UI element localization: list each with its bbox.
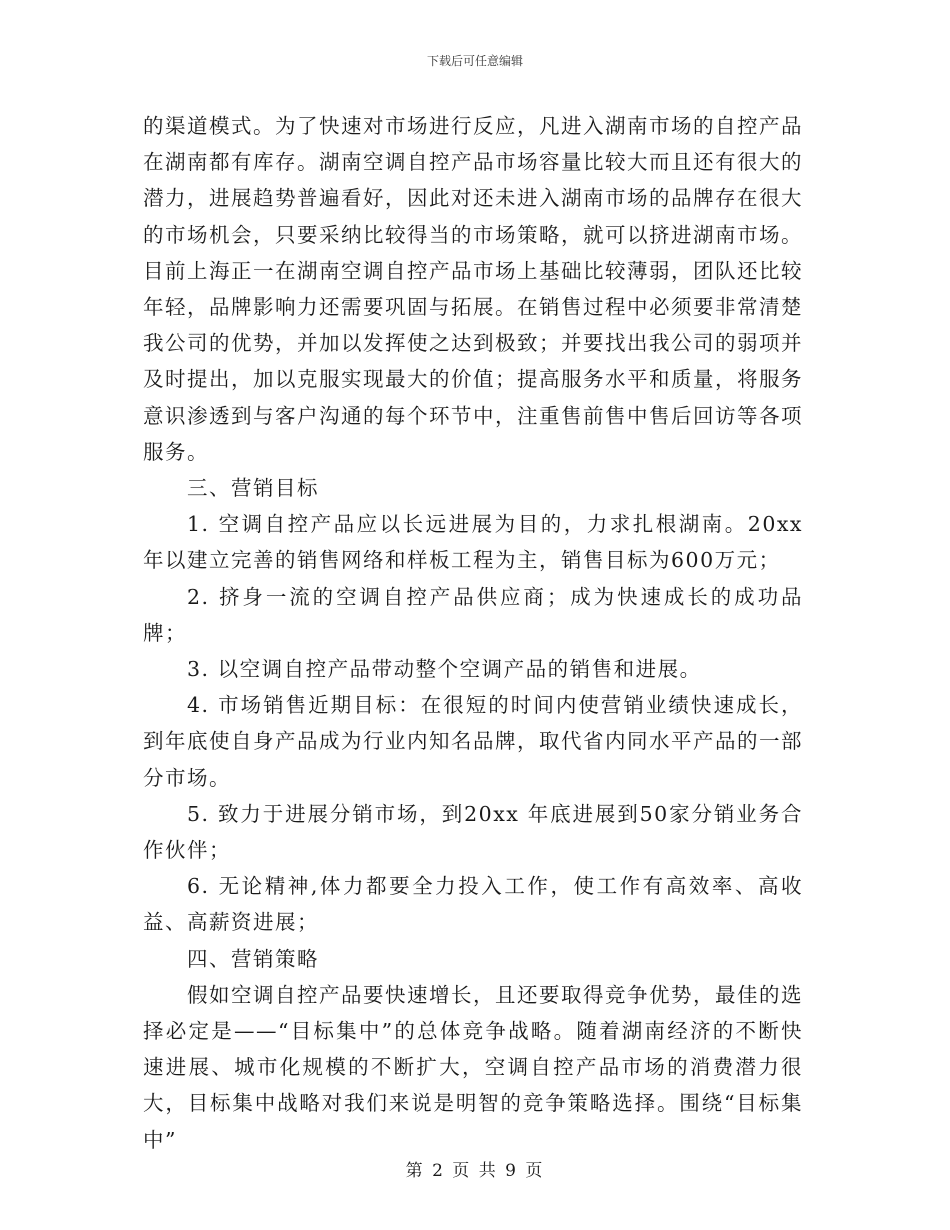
page-header: 下载后可任意编辑: [426, 54, 523, 68]
section-heading-marketing-strategy: 四、营销策略: [187, 946, 319, 971]
goal-item-2: 2. 挤身一流的空调自控产品供应商；成为快速成长的成功品牌；: [143, 584, 803, 645]
page-number: 第 2 页 共 9 页: [405, 1161, 545, 1181]
goal-item-1: 1. 空调自控产品应以长远进展为目的，力求扎根湖南。20xx 年以建立完善的销售网络和样板工程为主，销售目标为600万元；: [143, 512, 803, 573]
section-heading-marketing-goals: 三、营销目标: [187, 476, 319, 501]
goal-item-5: 5. 致力于进展分销市场，到20xx 年底进展到50家分销业务合作伙伴；: [143, 801, 803, 863]
paragraph-strategy: 假如空调自控产品要快速增长，且还要取得竞争优势，最佳的选择必定是——“目标集中”的总体竞争战略。随着湖南经济的不断快速进展、城市化规模的不断扩大，空调自控产品市场的消费潜力很大，目标集中战略对我们来说是明智的竞争策略选择。围绕“目标集中”: [143, 982, 803, 1152]
goal-item-4: 4. 市场销售近期目标：在很短的时间内使营销业绩快速成长，到年底使自身产品成为行业内知名品牌，取代省内同水平产品的一部分市场。: [143, 693, 803, 790]
goal-item-6: 6. 无论精神,体力都要全力投入工作，使工作有高效率、高收益、高薪资进展；: [143, 874, 803, 935]
document-body: [143, 108, 803, 1158]
paragraph-market-analysis: 的渠道模式。为了快速对市场进行反应，凡进入湖南市场的自控产品在湖南都有库存。湖南空调自控产品市场容量比较大而且还有很大的潜力，进展趋势普遍看好，因此对还未进入湖南市场的品牌存在很大的市场机会，只要采纳比较得当的市场策略，就可以挤进湖南市场。目前上海正一在湖南空调自控产品市场上基础比较薄弱，团队还比较年轻，品牌影响力还需要巩固与拓展。在销售过程中必须要非常清楚我公司的优势，并加以发挥使之达到极致；并要找出我公司的弱项并及时提出，加以克服实现最大的价值；提高服务水平和质量，将服务意识渗透到与客户沟通的每个环节中，注重售前售中售后回访等各项服务。: [143, 114, 803, 464]
goal-item-3: 3. 以空调自控产品带动整个空调产品的销售和进展。: [187, 657, 702, 682]
